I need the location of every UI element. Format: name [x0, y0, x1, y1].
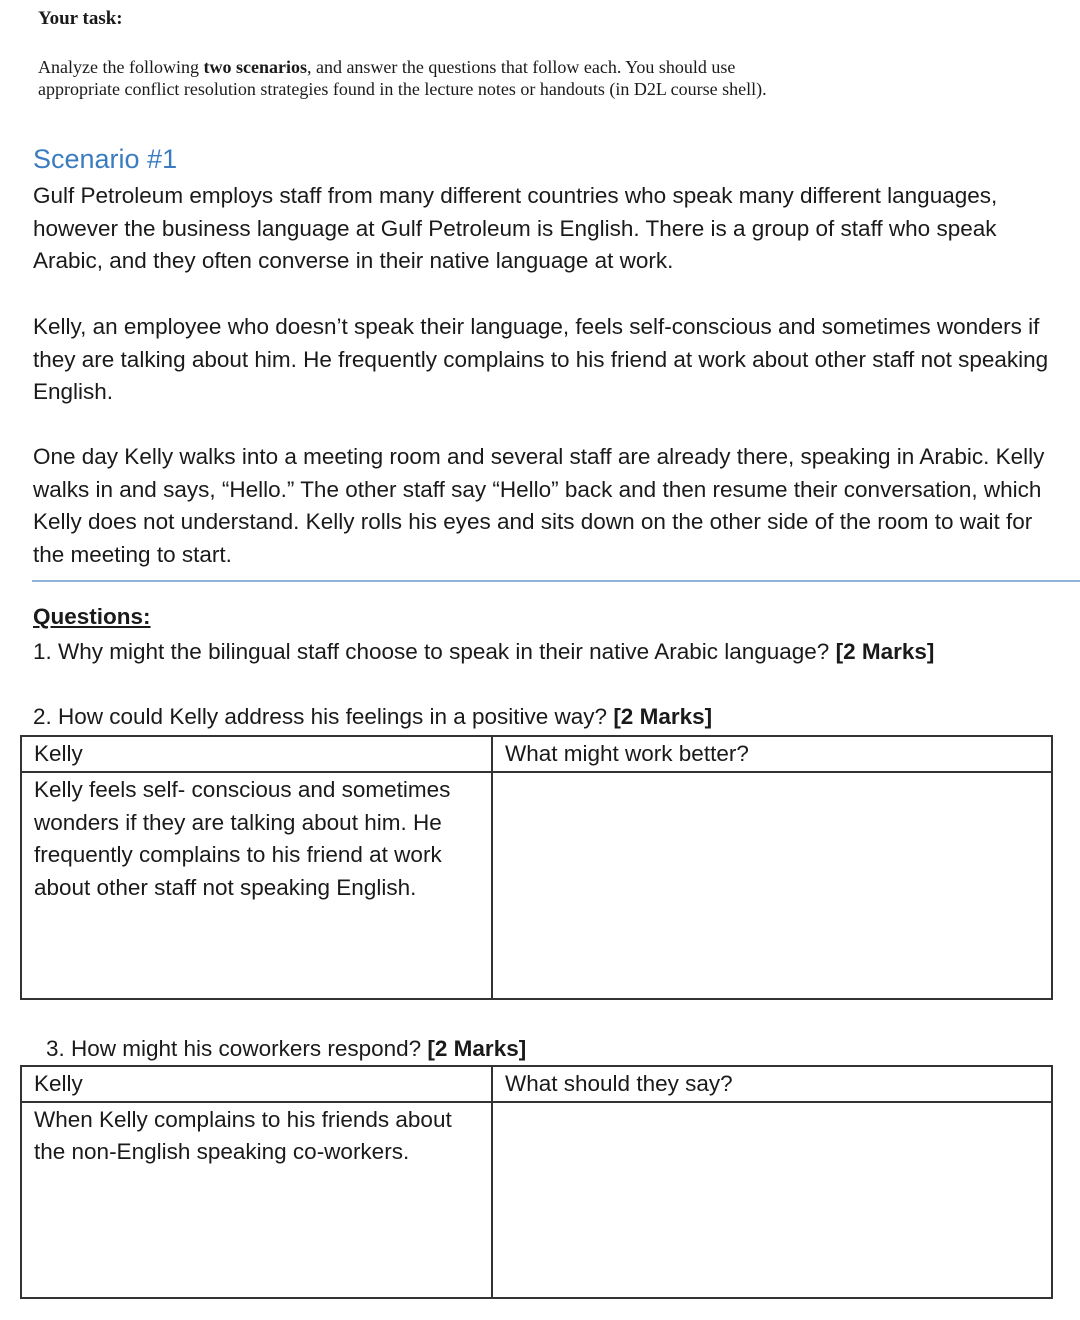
kelly-situation-cell: When Kelly complains to his friends about the non-English speaking co-workers. — [21, 1102, 492, 1298]
questions-heading: Questions: — [33, 604, 151, 629]
table-header-kelly: Kelly — [21, 1066, 492, 1102]
task-intro-after: , and answer the questions that follow each. You should use appropriate conflict resolution strategies found in the lecture notes or handouts (in D2L course shell). — [38, 57, 767, 99]
scenario-paragraph: One day Kelly walks into a meeting room and several staff are already there, speaking in Arabic. Kelly walks in and says, “Hello.” The other staff say “Hello” back and then resume their conversation, which Kelly does not understand. Kelly rolls his eyes and sits down on the other side of the room to wait for the meeting to start. — [33, 444, 1045, 567]
table-header-what-should-they-say: What should they say? — [492, 1066, 1052, 1102]
table-body-row — [21, 772, 1052, 999]
answer-cell[interactable] — [492, 772, 1052, 999]
kelly-situation-cell: Kelly feels self- conscious and sometimes wonders if they are talking about him. He frequently complains to his friend at work about other staff not speaking English. — [21, 772, 492, 999]
task-instructions — [38, 56, 798, 100]
table-header-row — [21, 736, 1052, 772]
question-2-marks: [2 Marks] — [613, 704, 713, 729]
table-header-what-might-work-better: What might work better? — [492, 736, 1052, 772]
answer-cell[interactable] — [492, 1102, 1052, 1298]
question-1 — [33, 637, 934, 667]
scenario-heading: Scenario #1 — [33, 144, 178, 174]
task-heading: Your task: — [38, 8, 123, 29]
question-3 — [46, 1034, 526, 1064]
question-3-text: 3. How might his coworkers respond? — [46, 1036, 428, 1061]
table-header-kelly: Kelly — [21, 736, 492, 772]
task-intro-bold: two scenarios — [203, 57, 307, 77]
scenario-paragraph: Gulf Petroleum employs staff from many different countries who speak many different languages, however the business language at Gulf Petroleum is English. There is a group of staff who speak Arabic, and they often converse in their native language at work. — [33, 183, 998, 273]
table-body-row — [21, 1102, 1052, 1298]
question-1-text: 1. Why might the bilingual staff choose to speak in their native Arabic language? — [33, 639, 836, 664]
table-header-row — [21, 1066, 1052, 1102]
section-divider — [32, 580, 1080, 582]
task-intro-before: Analyze the following — [38, 57, 204, 77]
question-2-table — [20, 735, 1053, 1000]
scenario-paragraph: Kelly, an employee who doesn’t speak their language, feels self-conscious and sometimes wonders if they are talking about him. He frequently complains to his friend at work about other staff not speaking English. — [33, 314, 1049, 404]
question-1-marks: [2 Marks] — [835, 639, 935, 664]
question-2 — [33, 702, 712, 732]
question-3-table — [20, 1065, 1053, 1299]
question-3-marks: [2 Marks] — [427, 1036, 527, 1061]
question-2-text: 2. How could Kelly address his feelings in a positive way? — [33, 704, 614, 729]
